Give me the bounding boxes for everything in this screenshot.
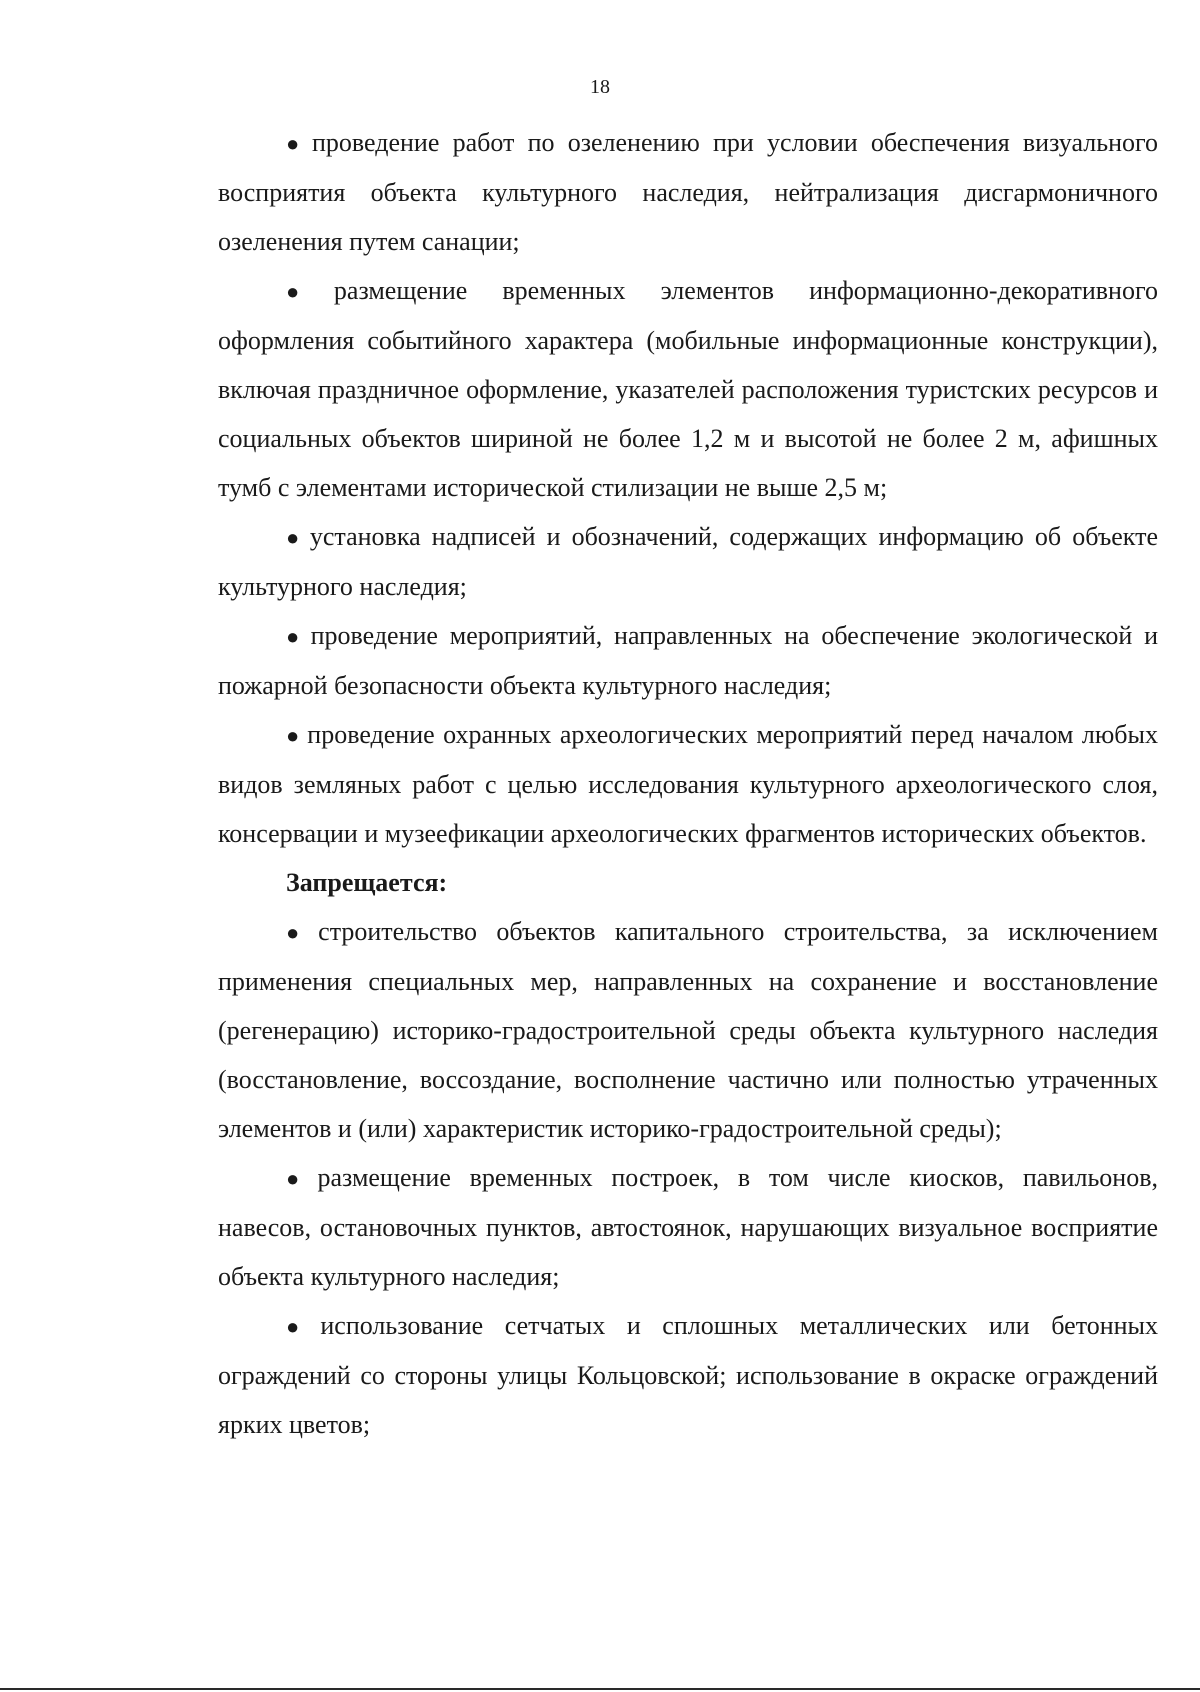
list-item-text: проведение мероприятий, направленных на обеспечение экологической и пожарной безопасности объекта культурного наследия;	[218, 621, 1158, 700]
list-item	[218, 907, 1158, 1153]
list-item	[218, 1301, 1158, 1449]
list-item	[218, 710, 1158, 858]
list-item-text: установка надписей и обозначений, содержащих информацию об объекте культурного наследия;	[218, 522, 1158, 601]
bullet-icon: ●	[286, 1166, 312, 1191]
bullet-icon: ●	[286, 131, 307, 156]
list-item	[218, 266, 1158, 512]
list-item-text: проведение работ по озеленению при условии обеспечения визуального восприятия объекта культурного наследия, нейтрализация дисгармоничного озеленения путем санации;	[218, 128, 1158, 256]
list-item-text: размещение временных элементов информационно-декоративного оформления событийного характера (мобильные информационные конструкции), включая праздничное оформление, указателей расположения туристских ресурсов и социальных объектов шириной не более 1,2 м и высотой не более 2 м, афишных тумб с элементами исторической стилизации не выше 2,5 м;	[218, 276, 1158, 502]
list-item-text: использование сетчатых и сплошных металлических или бетонных ограждений со стороны улицы Кольцовской; использование в окраске ограждений ярких цветов;	[218, 1311, 1159, 1439]
list-item	[218, 611, 1158, 710]
list-item-text: строительство объектов капитального строительства, за исключением применения специальных мер, направленных на сохранение и восстановление (регенерацию) историко-градостроительной среды объекта культурного наследия (восстановление, воссоздание, восполнение частично или полностью утраченных элементов и (или) характеристик историко-градостроительной среды);	[218, 917, 1159, 1143]
section-heading: Запрещается:	[286, 868, 448, 897]
list-item	[218, 512, 1158, 611]
bullet-icon: ●	[286, 1314, 315, 1339]
bullet-icon: ●	[286, 279, 328, 304]
list-item	[218, 1153, 1158, 1301]
bullet-icon: ●	[286, 624, 305, 649]
bullet-icon: ●	[286, 723, 302, 748]
bottom-divider	[0, 1688, 1200, 1690]
list-item-text: размещение временных построек, в том числе киосков, павильонов, навесов, остановочных пунктов, автостоянок, нарушающих визуальное восприятие объекта культурного наследия;	[218, 1163, 1158, 1291]
bullet-icon: ●	[286, 920, 313, 945]
page-number: 18	[590, 76, 610, 98]
list-item-text: проведение охранных археологических мероприятий перед началом любых видов земляных работ с целью исследования культурного археологического слоя, консервации и музеефикации археологических фрагментов исторических объектов.	[218, 720, 1158, 848]
document-body	[218, 118, 1158, 1449]
list-item	[218, 118, 1158, 266]
bullet-icon: ●	[286, 525, 304, 550]
